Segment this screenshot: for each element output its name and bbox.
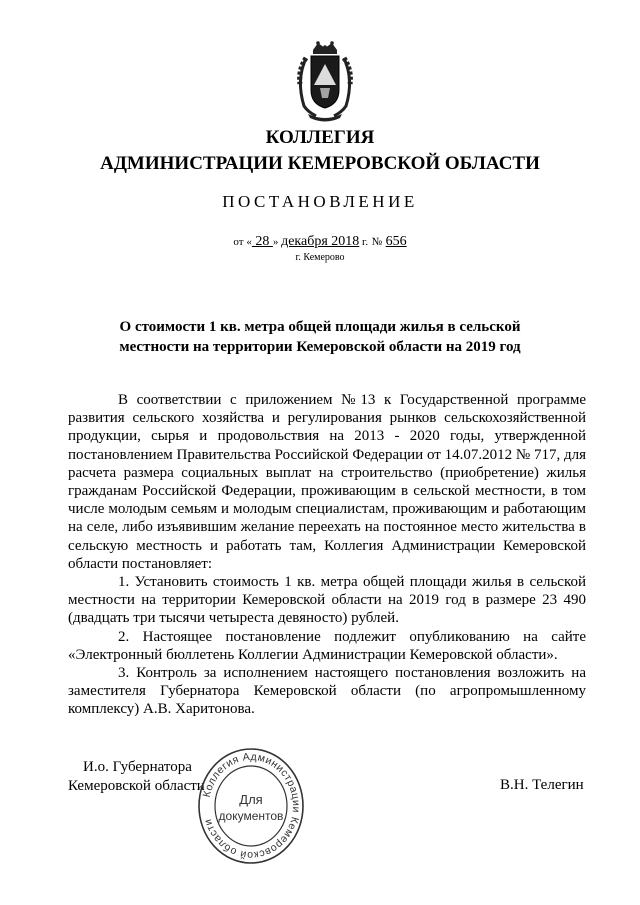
official-stamp: [196, 746, 306, 866]
body-paragraph-item-2: 2. Настоящее постановление подлежит опубликованию на сайте «Электронный бюллетень Коллегии Администрации Кемеровской области».: [68, 628, 586, 663]
stamp-ring-text: Коллегия Администрации Кемеровской области: [200, 750, 303, 862]
coat-of-arms-icon: [294, 40, 356, 122]
signatory-position: [68, 758, 205, 796]
date-prefix: от «: [233, 236, 252, 248]
title-line-2: местности на территории Кемеровской области на 2019 год: [119, 339, 521, 355]
date-number-line: [0, 234, 640, 250]
collegium-heading: КОЛЛЕГИЯ: [265, 127, 375, 148]
document-type: ПОСТАНОВЛЕНИЕ: [222, 192, 418, 211]
date-day: 28: [251, 234, 273, 249]
position-line-1: И.о. Губернатора: [83, 759, 192, 775]
stamp-center-line-1: Для: [239, 792, 263, 807]
document-number: 656: [385, 234, 407, 249]
document-body: [68, 391, 586, 719]
body-paragraph-preamble: В соответствии с приложением №13 к Государственной программе развития сельского хозяйства и регулирования рынков сельскохозяйственной продукции, сырья и продовольствия на 2013 - 2020 годы, утвержденной постановлением Правительства Российской Федерации от 14.07.2012 № 717, для расчета размера социальных выплат на строительство (приобретение) жилья гражданам Российской Федерации, проживающим в сельской местности, в том числе молодым семьям и молодым специалистам, проживающим и работающим на селе, либо изъявившим желание переехать на постоянное место жительства в сельскую местность и работать там, Коллегия Администрации Кемеровской области постановляет:: [68, 392, 586, 572]
body-paragraph-item-1: 1. Установить стоимость 1 кв. метра общей площади жилья в сельской местности на территории Кемеровской области на 2019 год в размере 23 490 (двадцать три тысячи четыреста девяносто) рублей.: [68, 574, 586, 627]
signatory-name: В.Н. Телегин: [500, 777, 584, 793]
administration-heading: АДМИНИСТРАЦИИ КЕМЕРОВСКОЙ ОБЛАСТИ: [100, 153, 540, 174]
date-month-year: декабря 2018: [281, 234, 360, 249]
city-label: г. Кемерово: [295, 252, 345, 263]
date-suffix: г.: [359, 236, 369, 248]
position-line-2: Кемеровской области: [68, 778, 205, 794]
number-label: №: [371, 236, 383, 248]
stamp-center-line-2: документов: [218, 809, 284, 823]
document-title: [80, 317, 560, 357]
title-line-1: О стоимости 1 кв. метра общей площади жилья в сельской: [119, 319, 521, 335]
body-paragraph-item-3: 3. Контроль за исполнением настоящего постановления возложить на заместителя Губернатора Кемеровской области (по агропромышленному комплексу) А.В. Харитонова.: [68, 665, 586, 718]
date-mid: »: [272, 236, 282, 248]
